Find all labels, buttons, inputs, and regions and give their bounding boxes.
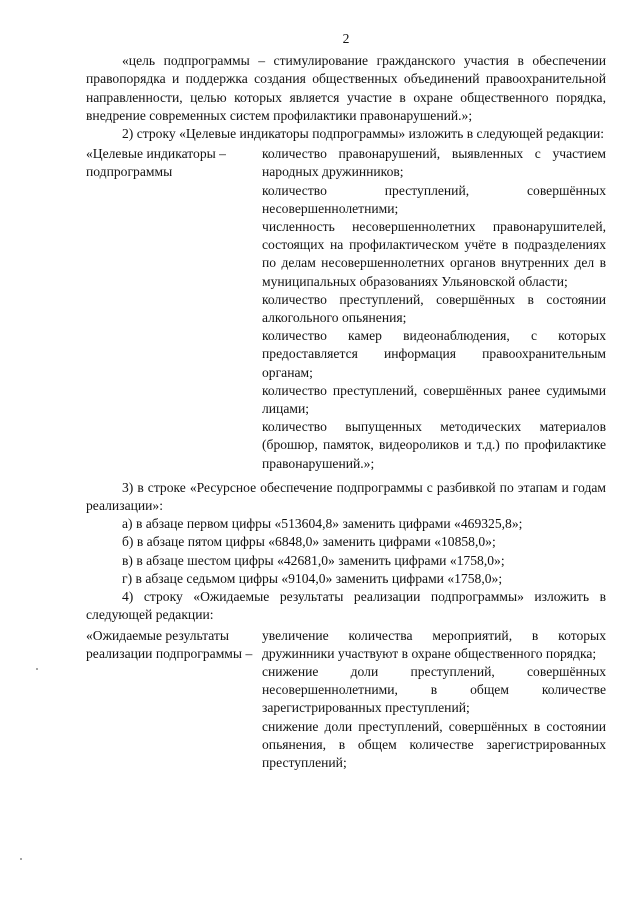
indicator-item: количество преступлений, совершённых ранее судимыми лицами; [262, 382, 606, 417]
result-item: снижение доли преступлений, совершённых в состоянии опьянения, в общем количестве зарегистрированных преступлений; [262, 718, 606, 770]
paragraph-item-4: 4) строку «Ожидаемые результаты реализации подпрограммы» изложить в следующей редакции: [86, 589, 606, 623]
paragraph-goal: «цель подпрограммы – стимулирование гражданского участия в обеспечении правопорядка и поддержка создания общественных объединений правоохранительной направленности, целью которых является участие в охране общественного порядка, внедрение современных систем профилактики правонарушений.»; [86, 53, 606, 123]
indicators-values [262, 145, 606, 473]
indicator-item: численность несовершеннолетних правонарушителей, состоящих на профилактическом учёте в подразделениях по делам несовершеннолетних органов внутренних дел в муниципальных образованиях Ульяновской области; [262, 219, 606, 289]
scan-speck [36, 668, 38, 670]
subitem-d: г) в абзаце седьмом цифры «9104,0» заменить цифрами «1758,0»; [122, 570, 503, 586]
indicators-table [86, 145, 606, 473]
indicator-item: количество правонарушений, выявленных с участием народных дружинников; [262, 146, 606, 180]
result-item: снижение доли преступлений, совершённых несовершеннолетними, в общем количестве зарегистрированных преступлений; [262, 663, 606, 716]
indicator-item: количество камер видеонаблюдения, с которых предоставляется информация правоохранительным органам; [262, 328, 606, 380]
paragraph-item-2: 2) строку «Целевые индикаторы подпрограммы» изложить в следующей редакции: [122, 126, 605, 142]
results-values [262, 627, 606, 773]
subitem-a: а) в абзаце первом цифры «513604,8» заменить цифрами «469325,8»; [122, 516, 523, 532]
scan-speck [20, 858, 22, 860]
paragraph-item-3: 3) в строке «Ресурсное обеспечение подпрограммы с разбивкой по этапам и годам реализации»: [86, 479, 606, 514]
indicator-item: количество выпущенных методических материалов (брошюр, памяток, видеороликов и т.д.) по профилактике правонарушений.»; [262, 419, 606, 471]
page-number: 2 [342, 31, 350, 46]
results-table [86, 627, 606, 773]
subitem-b: б) в абзаце пятом цифры «6848,0» заменить цифрами «10858,0»; [122, 534, 496, 550]
indicators-label: «Целевые индикаторы – подпрограммы [86, 146, 226, 180]
result-item: увеличение количества мероприятий, в которых дружинники участвуют в охране общественного порядка; [262, 627, 606, 661]
indicator-item: количество преступлений, совершённых несовершеннолетними; [262, 182, 606, 216]
subitem-c: в) в абзаце шестом цифры «42681,0» заменить цифрами «1758,0»; [122, 552, 505, 568]
indicator-item: количество преступлений, совершённых в состоянии алкогольного опьянения; [262, 291, 606, 326]
results-label: «Ожидаемые результаты реализации подпрограммы – [86, 627, 253, 661]
document-page [86, 30, 606, 772]
